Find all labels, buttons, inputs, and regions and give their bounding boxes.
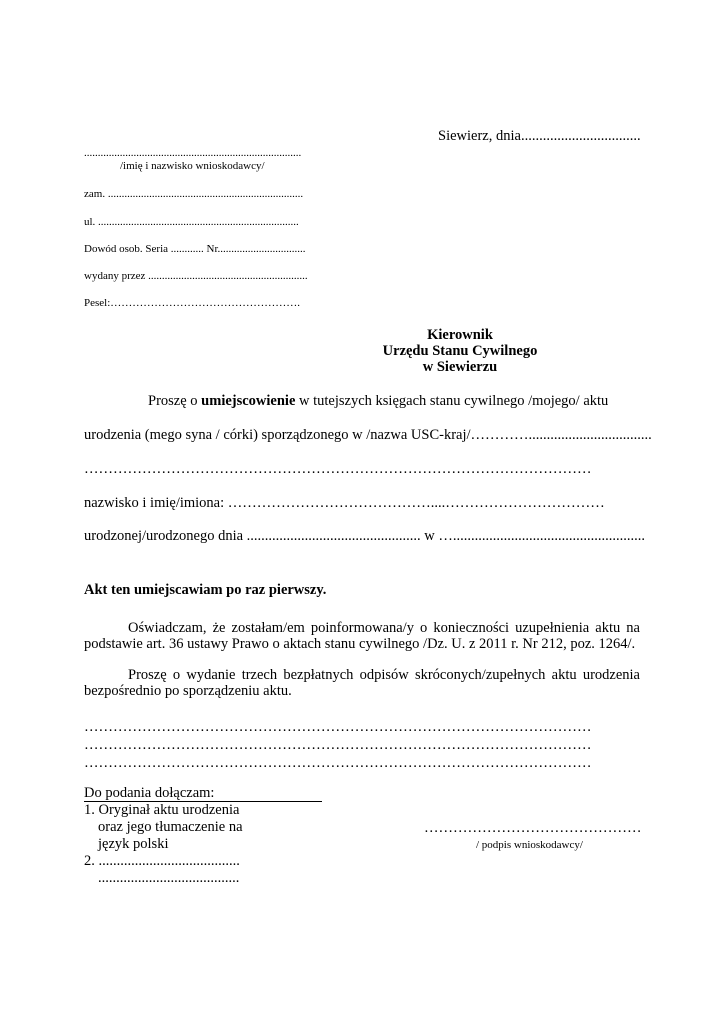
request-line-1: [148, 393, 608, 410]
request-keyword: umiejscowienie: [201, 393, 296, 409]
applicant-name-dots[interactable]: ...............................................................................: [84, 147, 302, 159]
declaration-line-2: podstawie art. 36 ustawy Prawo o aktach stanu cywilnego /Dz. U. z 2011 r. Nr 212, poz. 1264/.: [84, 636, 636, 652]
attachment-item-1-line-3: język polski: [98, 836, 169, 852]
attachments-heading: [84, 786, 322, 802]
declaration-line-1: [84, 620, 640, 637]
first-time-statement: Akt ten umiejscawiam po raz pierwszy.: [84, 582, 327, 598]
remarks-line-1[interactable]: ……………………………………………………………………………………………: [84, 719, 592, 735]
address-field[interactable]: zam. .......................................................................: [84, 188, 304, 200]
attachment-item-2-line-1[interactable]: 2. .......................................: [84, 853, 240, 869]
attachment-item-1-line-1: 1. Oryginał aktu urodzenia: [84, 802, 240, 818]
place-date-line[interactable]: Siewierz, dnia.................................: [438, 128, 641, 144]
remarks-line-2[interactable]: ……………………………………………………………………………………………: [84, 737, 592, 753]
signature-caption: / podpis wnioskodawcy/: [476, 839, 583, 851]
copies-line-1: [84, 667, 640, 684]
remarks-line-3[interactable]: ……………………………………………………………………………………………: [84, 755, 592, 771]
addressee-line-2: Urzędu Stanu Cywilnego: [382, 343, 538, 359]
signature-line[interactable]: ………………………………………: [424, 820, 642, 836]
request-text-post: w tutejszych księgach stanu cywilnego /mojego/ aktu: [295, 393, 609, 409]
attachment-item-1-line-2: oraz jego tłumaczenie na: [98, 819, 243, 835]
pesel-field[interactable]: Pesel:…………………………………………….: [84, 297, 301, 309]
attachment-item-2-line-2[interactable]: .......................................: [98, 870, 240, 886]
request-line-3[interactable]: ……………………………………………………………………………………………: [84, 461, 592, 477]
request-text-pre: Proszę o: [148, 393, 202, 409]
request-line-2[interactable]: urodzenia (mego syna / córki) sporządzonego w /nazwa USC-kraj/…………..................................: [84, 427, 652, 443]
addressee-line-1: Kierownik: [427, 327, 493, 343]
copies-text-1: Proszę o wydanie trzech bezpłatnych odpisów skróconych/zupełnych aktu urodzenia: [128, 667, 640, 683]
addressee-line-3: w Siewierzu: [422, 359, 498, 375]
declaration-text-1: Oświadczam, że zostałam/em poinformowana/y o konieczności uzupełnienia aktu na: [128, 620, 640, 636]
street-field[interactable]: ul. .........................................................................: [84, 216, 299, 228]
name-surname-field[interactable]: nazwisko i imię/imiona: ……………………………………....……………………………: [84, 495, 605, 511]
copies-line-2: bezpośrednio po sporządzeniu aktu.: [84, 683, 292, 699]
applicant-name-caption: /imię i nazwisko wnioskodawcy/: [120, 160, 265, 172]
issued-by-field[interactable]: wydany przez ..........................................................: [84, 270, 308, 282]
attachments-heading-text: Do podania dołączam:: [84, 785, 215, 801]
birth-date-place-field[interactable]: urodzonej/urodzonego dnia ................................................ w ….....................................................: [84, 528, 646, 544]
id-document-field[interactable]: Dowód osob. Seria ............ Nr................................: [84, 243, 306, 255]
